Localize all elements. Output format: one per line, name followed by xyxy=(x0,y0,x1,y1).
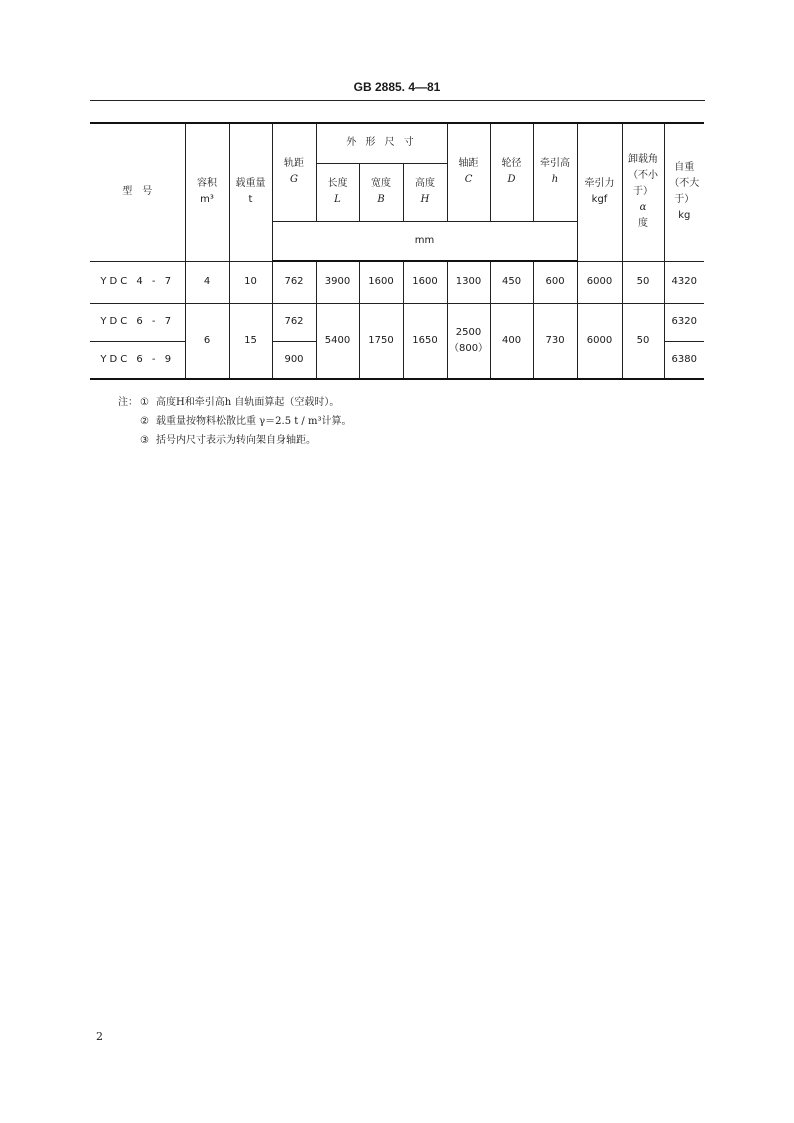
header-rule xyxy=(90,100,705,101)
model-cell: YDC 4 - 7 xyxy=(90,261,185,303)
weight-cell: 6380 xyxy=(664,341,704,379)
note-text: 高度H和牵引高h 自轨面算起（空载时）。 xyxy=(156,397,340,408)
height-cell: 1650 xyxy=(403,303,447,379)
standard-code-header: GB 2885. 4—81 xyxy=(353,80,441,94)
note-item xyxy=(118,431,351,450)
note-mark: ① xyxy=(140,397,149,408)
note-text: 括号内尺寸表示为转向架自身轴距。 xyxy=(156,435,316,446)
wheel-cell: 450 xyxy=(490,261,533,303)
spec-table xyxy=(90,122,704,380)
col-volume-header: 容积 m³ xyxy=(185,123,229,261)
wheel-cell: 400 xyxy=(490,303,533,379)
traction-cell: 6000 xyxy=(577,261,622,303)
traction-cell: 6000 xyxy=(577,303,622,379)
wheelbase-cell: 1300 xyxy=(447,261,490,303)
bogie-wheelbase: （800） xyxy=(448,342,489,354)
col-weight-header: 自重 （不大 于） kg xyxy=(664,123,704,261)
page-number: 2 xyxy=(96,1030,103,1043)
col-width-header: 宽度 B xyxy=(359,163,403,221)
gauge-cell: 762 xyxy=(272,303,316,341)
col-dims-group-header: 外 形 尺 寸 xyxy=(316,123,447,163)
angle-cell: 50 xyxy=(622,303,664,379)
col-length-header: 长度 L xyxy=(316,163,359,221)
notes-label: 注： xyxy=(118,397,138,408)
gauge-cell: 900 xyxy=(272,341,316,379)
volume-cell: 4 xyxy=(185,261,229,303)
notes-block xyxy=(118,393,351,450)
col-load-header: 载重量 t xyxy=(229,123,272,261)
col-draw-height-header: 牵引高 h xyxy=(533,123,577,221)
draw-height-cell: 730 xyxy=(533,303,577,379)
height-cell: 1600 xyxy=(403,261,447,303)
col-height-header: 高度 H xyxy=(403,163,447,221)
model-cell: YDC 6 - 9 xyxy=(90,341,185,379)
angle-cell: 50 xyxy=(622,261,664,303)
gauge-cell: 762 xyxy=(272,261,316,303)
col-wheelbase-header: 轴距 C xyxy=(447,123,490,221)
table-row xyxy=(90,261,704,303)
wheelbase-cell: 2500 （800） xyxy=(447,303,490,379)
volume-cell: 6 xyxy=(185,303,229,379)
col-traction-header: 牵引力 kgf xyxy=(577,123,622,261)
col-wheel-header: 轮径 D xyxy=(490,123,533,221)
note-item xyxy=(118,412,351,431)
note-mark: ② xyxy=(140,416,149,427)
weight-cell: 4320 xyxy=(664,261,704,303)
note-item xyxy=(118,393,351,412)
length-cell: 3900 xyxy=(316,261,359,303)
col-dump-angle-header: 卸载角 （不小 于） α 度 xyxy=(622,123,664,261)
note-text: 载重量按物料松散比重 γ＝2.5 t / m³计算。 xyxy=(156,416,352,427)
col-model-header: 型 号 xyxy=(90,123,185,261)
col-gauge-header: 轨距 G xyxy=(272,123,316,221)
load-cell: 10 xyxy=(229,261,272,303)
mm-unit-row: mm xyxy=(272,221,577,261)
table-row xyxy=(90,303,704,341)
load-cell: 15 xyxy=(229,303,272,379)
weight-cell: 6320 xyxy=(664,303,704,341)
width-cell: 1600 xyxy=(359,261,403,303)
draw-height-cell: 600 xyxy=(533,261,577,303)
width-cell: 1750 xyxy=(359,303,403,379)
length-cell: 5400 xyxy=(316,303,359,379)
note-mark: ③ xyxy=(140,435,149,446)
model-cell: YDC 6 - 7 xyxy=(90,303,185,341)
